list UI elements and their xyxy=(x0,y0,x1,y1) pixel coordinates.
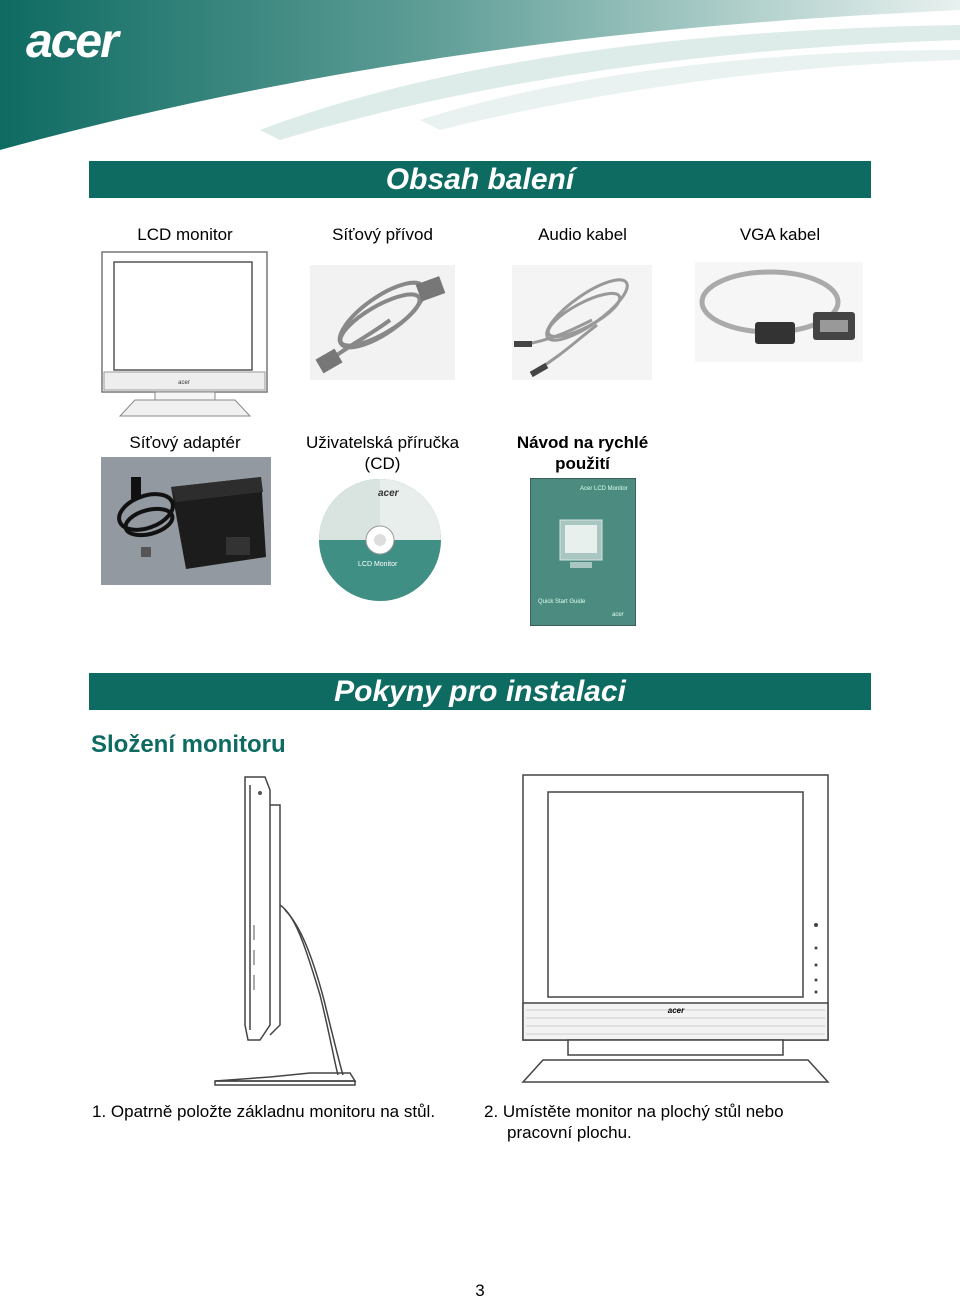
monitor-side-view xyxy=(210,775,360,1090)
cd-image xyxy=(318,478,443,603)
acer-logo: acer xyxy=(26,15,117,68)
label-power-adapter: Síťový adaptér xyxy=(129,433,241,452)
quick-guide-image xyxy=(530,478,636,626)
page-number: 3 xyxy=(475,1281,485,1300)
svg-text:acer: acer xyxy=(612,612,624,618)
install-title: Pokyny pro instalaci xyxy=(334,675,626,708)
step-2-caption xyxy=(484,1101,784,1143)
cd-label: LCD Monitor xyxy=(358,561,398,568)
svg-text:acer: acer xyxy=(378,488,399,499)
install-subtitle: Složení monitoru xyxy=(91,731,286,758)
label-user-manual xyxy=(285,432,480,474)
svg-text:acer: acer xyxy=(667,1006,685,1015)
label-lcd-monitor: LCD monitor xyxy=(137,225,233,244)
header-swoosh xyxy=(0,0,960,150)
lcd-monitor-image xyxy=(100,250,270,420)
vga-cable-image xyxy=(695,262,863,362)
label-quick-guide-line1: Návod na rychlé xyxy=(516,433,649,452)
label-user-manual-line1: Uživatelská příručka xyxy=(305,433,460,452)
step-2-line2: pracovní plochu. xyxy=(507,1123,632,1142)
label-user-manual-line2: (CD) xyxy=(364,454,401,473)
guide-header: Acer LCD Monitor xyxy=(580,486,628,492)
monitor-front-view xyxy=(518,770,833,1090)
guide-footer: Quick Start Guide xyxy=(538,599,586,605)
label-audio-cable: Audio kabel xyxy=(538,225,627,244)
label-quick-guide-line2: použití xyxy=(555,454,610,473)
install-title-banner xyxy=(89,673,871,710)
label-quick-guide xyxy=(495,432,670,474)
label-power-cord: Síťový přívod xyxy=(332,225,433,244)
step-2-line1: 2. Umístěte monitor na plochý stůl nebo xyxy=(484,1102,784,1121)
power-cord-image xyxy=(310,265,455,380)
audio-cable-image xyxy=(512,265,652,380)
package-title-banner xyxy=(89,161,871,198)
package-title: Obsah balení xyxy=(385,163,575,196)
power-adapter-image xyxy=(101,457,271,585)
step-1-caption: 1. Opatrně položte základnu monitoru na stůl. xyxy=(92,1102,436,1121)
svg-text:acer: acer xyxy=(178,380,190,386)
label-vga-cable: VGA kabel xyxy=(739,225,821,244)
